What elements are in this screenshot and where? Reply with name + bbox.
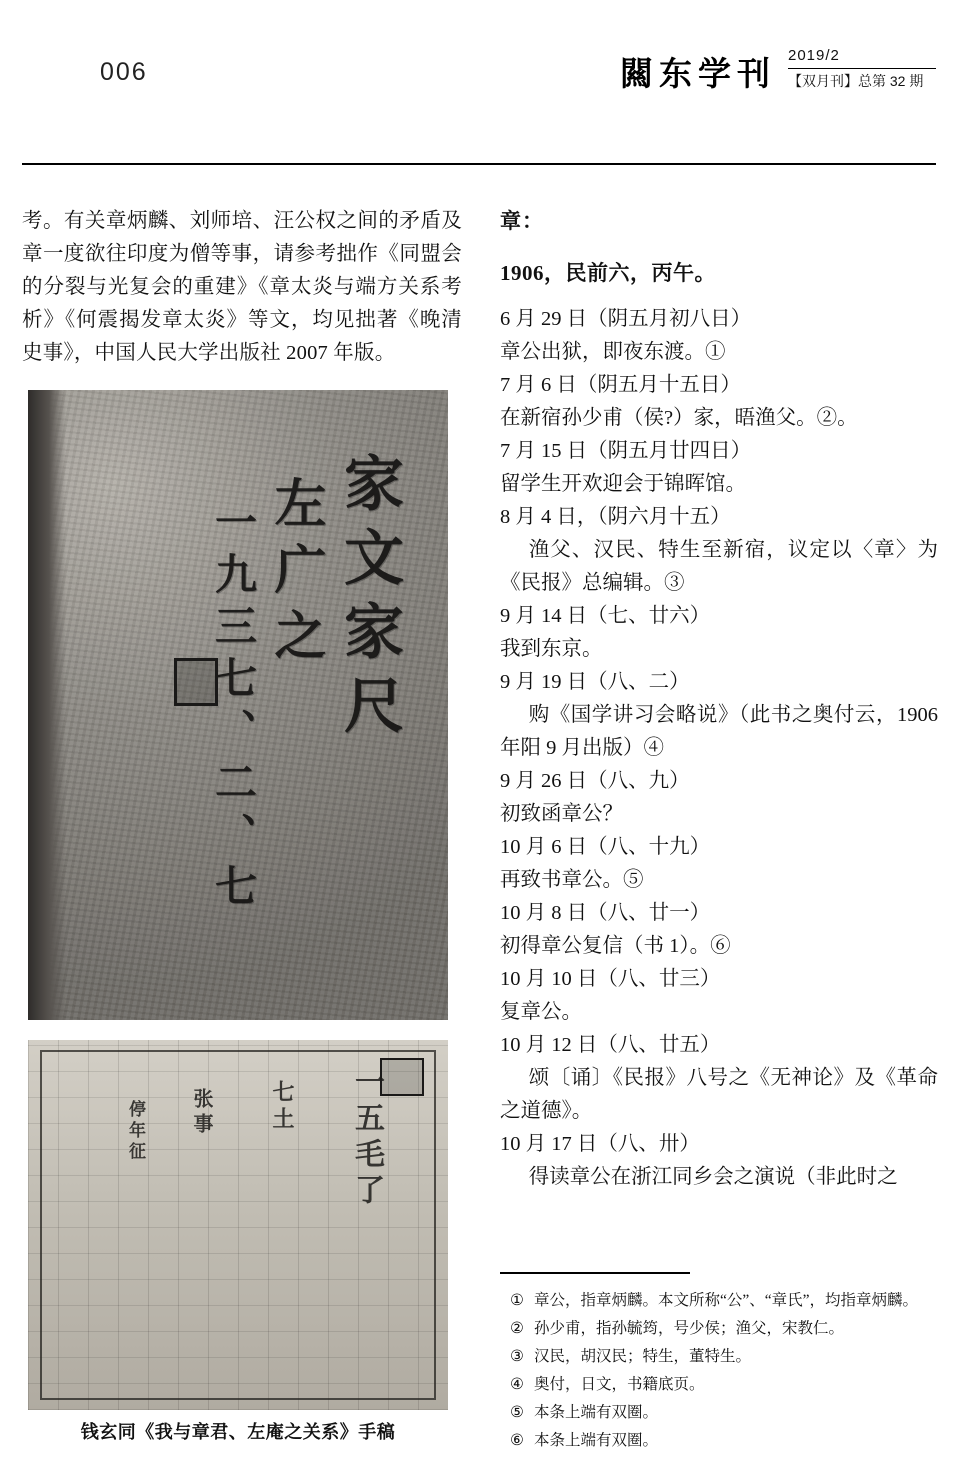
footnote-marker: ⑤: [510, 1404, 524, 1421]
header-rule: [22, 163, 936, 165]
page-number: 006: [100, 58, 148, 86]
diary-entry: 10 月 12 日（八、廿五）: [500, 1034, 721, 1056]
footnote-item: [500, 1344, 940, 1370]
left-column: [22, 205, 462, 370]
handwriting-column-3: 张事: [190, 1088, 212, 1138]
diary-entry: 6 月 29 日（阴五月初八日）: [500, 308, 752, 330]
issue-subtitle: 【双月刊】总第 32 期: [788, 73, 924, 89]
issue-divider: [788, 68, 936, 69]
handwriting-column-1: 一五毛了: [350, 1066, 383, 1210]
diary-entry: 10 月 10 日（八、廿三）: [500, 968, 721, 990]
diary-entry: 10 月 17 日（八、卅）: [500, 1133, 700, 1155]
footnote-item: [500, 1400, 940, 1426]
diary-entry: 留学生开欢迎会于锦晖馆。: [500, 473, 746, 495]
diary-entry: 7 月 6 日（阴五月十五日）: [500, 374, 741, 396]
figure-caption: 钱玄同《我与章君、左庵之关系》手稿: [80, 1422, 396, 1442]
handwriting-column-2: 七土: [270, 1080, 295, 1134]
footnote-marker: ④: [510, 1376, 524, 1393]
diary-entry: 8 月 4 日，（阴六月十五）: [500, 506, 731, 528]
brush-calligraphy-column-3: 一九三七、二、七: [209, 500, 255, 916]
diary-entry: 复章公。: [500, 1001, 582, 1023]
diary-entry: 7 月 15 日（阴五月廿四日）: [500, 440, 752, 462]
footnote-text: 汉民，胡汉民；特生，董特生。: [534, 1348, 752, 1365]
footnote-text: 奥付，日文，书籍底页。: [534, 1376, 705, 1393]
diary-entry: 9 月 14 日（七、廿六）: [500, 605, 711, 627]
footnote-item: [500, 1288, 940, 1314]
brush-calligraphy-column-1: 家文家尺: [336, 452, 402, 748]
page-header: [0, 28, 958, 98]
footnote-item: [500, 1428, 940, 1454]
diary-entry: 购《国学讲习会略说》（此书之奥付云，1906 年阳 9 月出版）④: [500, 704, 938, 759]
diary-entry: 颂〔诵〕《民报》八号之《无神论》及《革命之道德》。: [500, 1067, 938, 1122]
footnote-marker: ③: [510, 1348, 524, 1365]
handwriting-column-4: 停年征: [126, 1100, 145, 1163]
footnote-item: [500, 1316, 940, 1342]
diary-entry: 得读章公在浙江同乡会之演说（非此时之: [528, 1166, 898, 1188]
footnote-item: [500, 1372, 940, 1398]
left-paragraph: [22, 205, 462, 370]
diary-entry: 初得章公复信（书 1）。⑥: [500, 935, 731, 957]
diary-entry: 10 月 6 日（八、十九）: [500, 836, 711, 858]
diary-heading: 章：: [500, 209, 544, 233]
footnote-text: 本条上端有双圈。: [534, 1432, 659, 1449]
footnote-text: 孙少甫，指孙毓筠，号少侯；渔父，宋教仁。: [534, 1320, 845, 1337]
footnote-list: [500, 1288, 940, 1456]
photo-texture: [28, 390, 448, 1020]
journal-title: 闗东学刊: [620, 57, 776, 93]
diary-entry: 章公出狱，即夜东渡。①: [500, 341, 726, 363]
manuscript-cover-photo: [28, 390, 448, 1020]
diary-entry: 我到东京。: [500, 638, 603, 660]
footnote-marker: ②: [510, 1320, 524, 1337]
diary-entry: 10 月 8 日（八、廿一）: [500, 902, 711, 924]
diary-entry: 在新宿孙少甫（侯?）家，晤渔父。②。: [500, 407, 858, 429]
footnote-marker: ⑥: [510, 1432, 524, 1449]
footnote-marker: ①: [510, 1292, 524, 1309]
photo-texture-grid: [28, 1040, 448, 1410]
diary-entry: 9 月 26 日（八、九）: [500, 770, 690, 792]
footnote-text: 章公，指章炳麟。本文所称“公”、“章氏”，均指章炳麟。: [534, 1292, 919, 1309]
issue-info: [788, 46, 938, 90]
left-paragraph-text: 考。有关章炳麟、刘师培、汪公权之间的矛盾及章一度欲往印度为僧等事，请参考拙作《同盟会的分裂与光复会的重建》《章太炎与端方关系考析》《何震揭发章太炎》等文，均见拙著《晚清史事》，中国人民大学出版社 2007 年版。: [22, 210, 462, 364]
issue-year: 2019/2: [788, 47, 840, 64]
diary-entry: 初致函章公？: [500, 803, 623, 825]
diary-entry: 再致书章公。⑤: [500, 869, 644, 891]
seal-stamp-icon: [174, 658, 218, 706]
right-column: [500, 205, 938, 1194]
diary-entry-list: [500, 303, 938, 1194]
manuscript-page-photo: [28, 1040, 448, 1410]
diary-year-line: 1906，民前六，丙午。: [500, 261, 716, 285]
diary-entry: 9 月 19 日（八、二）: [500, 671, 690, 693]
brush-calligraphy-column-2: 左广之: [266, 476, 323, 674]
footnote-text: 本条上端有双圈。: [534, 1404, 659, 1421]
diary-entry: 渔父、汉民、特生至新宿，议定以〈章〉为《民报》总编辑。③: [500, 539, 938, 594]
footnote-rule: [500, 1272, 690, 1274]
